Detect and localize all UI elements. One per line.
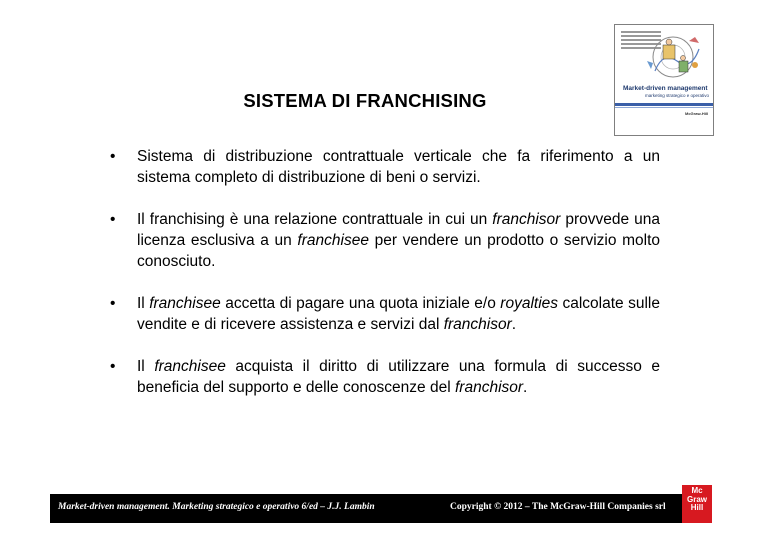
bullet-item (110, 356, 660, 398)
bullet-text: per vendere un prodotto o servizio molto conosciuto. (137, 232, 660, 270)
bullet-term: franchisor (443, 316, 512, 333)
bullet-term: royalties (500, 295, 559, 312)
bullet-text: Sistema di distribuzione contrattuale verticale che fa riferimento a un sistema completo di distribuzione di beni o servizi. (137, 148, 660, 186)
bullet-item (110, 146, 660, 188)
cover-subtitle: marketing strategico e operativo (645, 93, 710, 98)
logo-line: Mc (691, 486, 703, 495)
bullet-text: Il franchising è una relazione contrattuale in cui un (137, 211, 493, 228)
bullet-marker: • (110, 148, 116, 165)
footer-bar (50, 494, 712, 523)
logo-line: Hill (690, 503, 704, 512)
bullet-item (110, 293, 660, 335)
bullet-text: Il (137, 358, 155, 375)
bullet-marker: • (110, 295, 116, 312)
cover-stripe-thin (615, 107, 713, 108)
bullet-text: accetta di pagare una quota iniziale e/o (220, 295, 501, 312)
bullet-term: franchisor (492, 211, 561, 228)
cover-title: Market-driven management (623, 85, 708, 92)
footer-book-reference: Market-driven management. Marketing strategico e operativo 6/ed – J.J. Lambin (58, 502, 375, 512)
bullet-text: . (511, 316, 517, 333)
bullet-term: franchisee (149, 295, 221, 312)
bullet-text: acquista il diritto di utilizzare una formula di successo e beneficia del supporto e delle conoscenze del (137, 358, 660, 396)
bullet-list (110, 146, 660, 419)
bullet-text: . (523, 379, 528, 396)
bullet-text: Il (137, 295, 150, 312)
bullet-marker: • (110, 358, 116, 375)
bullet-marker: • (110, 211, 116, 228)
mcgraw-hill-logo (682, 485, 712, 523)
logo-line: Graw (686, 494, 707, 504)
bullet-text: calcolate sulle vendite e di ricevere assistenza e servizi dal (137, 295, 660, 333)
bullet-text: provvede una licenza esclusiva a un (137, 211, 660, 249)
bullet-term: franchisee (154, 358, 226, 375)
footer-copyright: Copyright © 2012 – The McGraw-Hill Companies srl (450, 502, 666, 512)
bullet-item (110, 209, 660, 272)
cover-stripe (615, 103, 713, 106)
book-cover-image (614, 24, 714, 136)
bullet-term: franchisee (297, 232, 369, 249)
cover-illustration (633, 31, 709, 83)
slide-title: SISTEMA DI FRANCHISING (243, 90, 487, 111)
cover-publisher: McGraw-Hill (685, 111, 709, 116)
bullet-term: franchisor (454, 379, 524, 396)
